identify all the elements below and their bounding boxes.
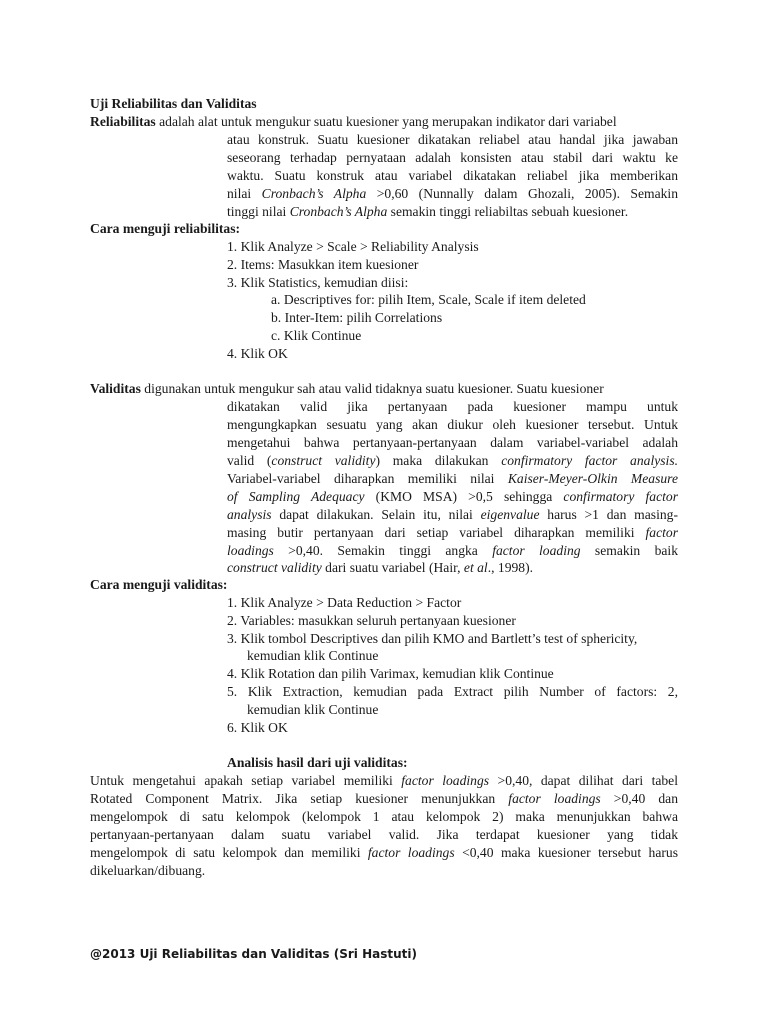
validitas-line-3: mengungkapkan sesuatu yang akan diukur oleh kuesioner tersebut. Untuk: [227, 417, 678, 432]
validitas-step-5-cont: kemudian klik Continue: [247, 702, 379, 717]
validitas-line-10: loadings >0,40. Semakin tinggi angka factor loading semakin baik: [227, 543, 678, 558]
reliabilitas-line-3: seseorang terhadap pernyataan adalah konsisten atau stabil dari waktu ke: [227, 150, 678, 165]
validitas-line-7: of Sampling Adequacy (KMO MSA) >0,5 sehingga confirmatory factor: [227, 489, 679, 504]
validitas-line-5: valid (construct validity) maka dilakukan confirmatory factor analysis.: [227, 453, 679, 468]
reliabilitas-line-4: waktu. Suatu konstruk atau variabel dikatakan reliabel jika memberikan: [227, 168, 678, 183]
reliabilitas-substep-c: c. Klik Continue: [271, 328, 362, 343]
validitas-line-4: mengetahui bahwa pertanyaan-pertanyaan dalam variabel-variabel adalah: [227, 435, 678, 450]
cara-validitas-heading: Cara menguji validitas:: [90, 577, 228, 592]
analisis-line-2: Rotated Component Matrix. Jika setiap kuesioner menunjukkan factor loadings >0,40 dan: [90, 791, 678, 806]
validitas-term: Validitas: [90, 381, 141, 396]
validitas-step-3: 3. Klik tombol Descriptives dan pilih KMO and Bartlett’s test of sphericity,: [227, 631, 638, 646]
document-title: Uji Reliabilitas dan Validitas: [90, 96, 257, 111]
validitas-step-5: 5. Klik Extraction, kemudian pada Extract pilih Number of factors: 2,: [227, 684, 678, 699]
validitas-line-11: construct validity dari suatu variabel (Hair, et al., 1998).: [227, 560, 534, 575]
reliabilitas-substep-a: a. Descriptives for: pilih Item, Scale, Scale if item deleted: [271, 292, 586, 307]
reliabilitas-step-4: 4. Klik OK: [227, 346, 288, 361]
validitas-line-2: dikatakan valid jika pertanyaan pada kuesioner mampu untuk: [227, 399, 678, 414]
analisis-line-5: mengelompok di satu kelompok dan memiliki factor loadings <0,40 maka kuesioner tersebut harus: [90, 845, 678, 860]
analisis-line-6: dikeluarkan/dibuang.: [90, 863, 206, 878]
reliabilitas-substep-b: b. Inter-Item: pilih Correlations: [271, 310, 443, 325]
reliabilitas-line-2: atau konstruk. Suatu kuesioner dikatakan reliabel atau handal jika jawaban: [227, 132, 678, 147]
reliabilitas-step-1: 1. Klik Analyze > Scale > Reliability Analysis: [227, 239, 479, 254]
reliabilitas-line-5: nilai Cronbach’s Alpha >0,60 (Nunnally dalam Ghozali, 2005). Semakin: [227, 186, 679, 201]
validitas-line-6: Variabel-variabel diharapkan memiliki nilai Kaiser-Meyer-Olkin Measure: [227, 471, 678, 486]
reliabilitas-step-3: 3. Klik Statistics, kemudian diisi:: [227, 275, 409, 290]
page-footer: @2013 Uji Reliabilitas dan Validitas (Sri Hastuti): [90, 947, 417, 961]
reliabilitas-line-1: Reliabilitas adalah alat untuk mengukur suatu kuesioner yang merupakan indikator dari variabel: [90, 114, 617, 129]
validitas-step-2: 2. Variables: masukkan seluruh pertanyaan kuesioner: [227, 613, 516, 628]
reliabilitas-term: Reliabilitas: [90, 114, 156, 129]
validitas-line-9: masing butir pertanyaan dari setiap variabel diharapkan memiliki factor: [227, 525, 678, 540]
validitas-step-3-cont: kemudian klik Continue: [247, 648, 379, 663]
validitas-step-1: 1. Klik Analyze > Data Reduction > Factor: [227, 595, 462, 610]
analisis-line-3: mengelompok di satu kelompok (kelompok 1 atau kelompok 2) maka menunjukkan bahwa: [90, 809, 678, 824]
reliabilitas-line-6: tinggi nilai Cronbach’s Alpha semakin tinggi reliabiltas sebuah kuesioner.: [227, 204, 629, 219]
validitas-line-8: analysis dapat dilakukan. Selain itu, nilai eigenvalue harus >1 dan masing-: [227, 507, 678, 522]
analisis-line-4: pertanyaan-pertanyaan dalam suatu variabel valid. Jika terdapat kuesioner yang tidak: [90, 827, 678, 842]
reliabilitas-step-2: 2. Items: Masukkan item kuesioner: [227, 257, 419, 272]
analisis-heading: Analisis hasil dari uji validitas:: [227, 755, 408, 770]
cara-reliabilitas-heading: Cara menguji reliabilitas:: [90, 221, 241, 236]
validitas-line-1: Validitas digunakan untuk mengukur sah atau valid tidaknya suatu kuesioner. Suatu kuesioner: [90, 381, 604, 396]
validitas-step-6: 6. Klik OK: [227, 720, 288, 735]
validitas-step-4: 4. Klik Rotation dan pilih Varimax, kemudian klik Continue: [227, 666, 554, 681]
analisis-line-1: Untuk mengetahui apakah setiap variabel memiliki factor loadings >0,40, dapat dilihat dari tabel: [90, 773, 678, 788]
